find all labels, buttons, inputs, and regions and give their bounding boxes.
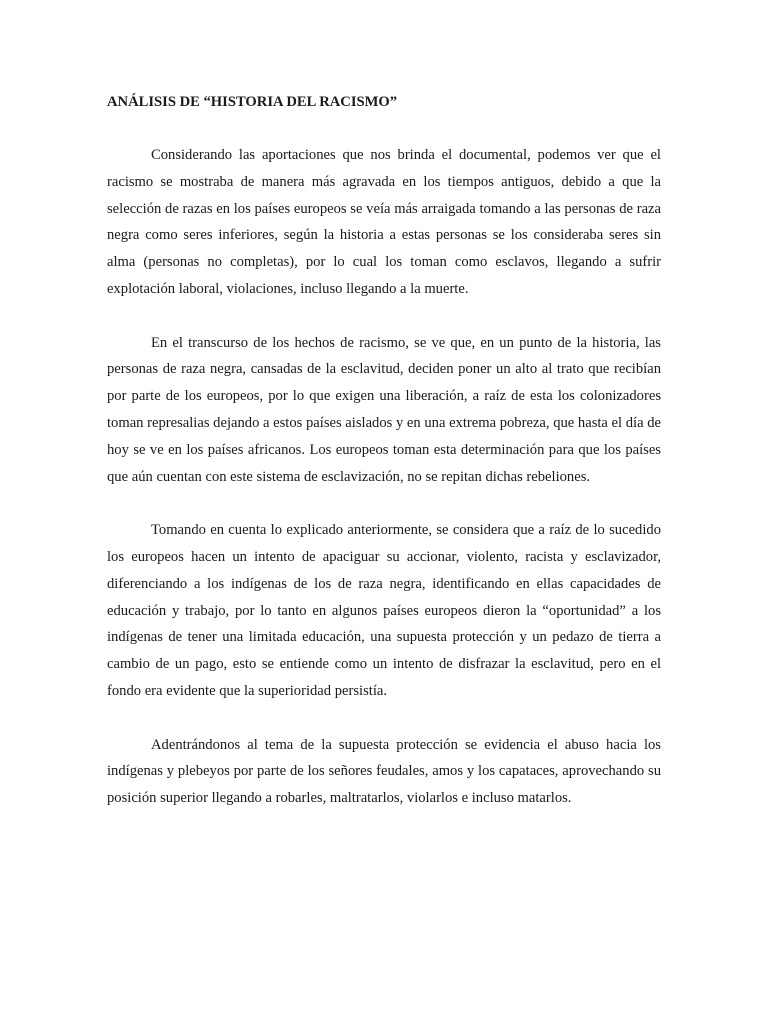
paragraph-1: Considerando las aportaciones que nos brinda el documental, podemos ver que el racismo se mostraba de manera más agravada en los tiempos antiguos, debido a que la selección de razas en los países europeos se veía más arraigada tomando a las personas de raza negra como seres inferiores, según la historia a estas personas se los consideraba seres sin alma (personas no completas), por lo cual los toman como esclavos, llegando a sufrir explotación laboral, violaciones, incluso llegando a la muerte. <box>107 147 661 297</box>
paragraph-3: Tomando en cuenta lo explicado anteriormente, se considera que a raíz de lo sucedido los europeos hacen un intento de apaciguar su accionar, violento, racista y esclavizador, diferenciando a los indígenas de los de raza negra, identificando en ellas capacidades de educación y trabajo, por lo tanto en algunos países europeos dieron la “oportunidad” a los indígenas de tener una limitada educación, una supuesta protección y un pedazo de tierra a cambio de un pago, esto se entiende como un intento de disfrazar la esclavitud, pero en el fondo era evidente que la superioridad persistía. <box>107 522 661 699</box>
paragraph-4: Adentrándonos al tema de la supuesta protección se evidencia el abuso hacia los indígenas y plebeyos por parte de los señores feudales, amos y los capataces, aprovechando su posición superior llegando a robarles, maltratarlos, violarlos e incluso matarlos. <box>107 736 661 807</box>
document-title: ANÁLISIS DE “HISTORIA DEL RACISMO” <box>107 94 398 110</box>
paragraph-2: En el transcurso de los hechos de racismo, se ve que, en un punto de la historia, las personas de raza negra, cansadas de la esclavitud, deciden poner un alto al trato que recibían por parte de los europeos, por lo que exigen una liberación, a raíz de esta los colonizadores toman represalias dejando a estos países aislados y en una extrema pobreza, que hasta el día de hoy se ve en los países africanos. Los europeos toman esta determinación para que los países que aún cuentan con este sistema de esclavización, no se repitan dichas rebeliones. <box>107 334 661 485</box>
document-body <box>107 90 661 839</box>
